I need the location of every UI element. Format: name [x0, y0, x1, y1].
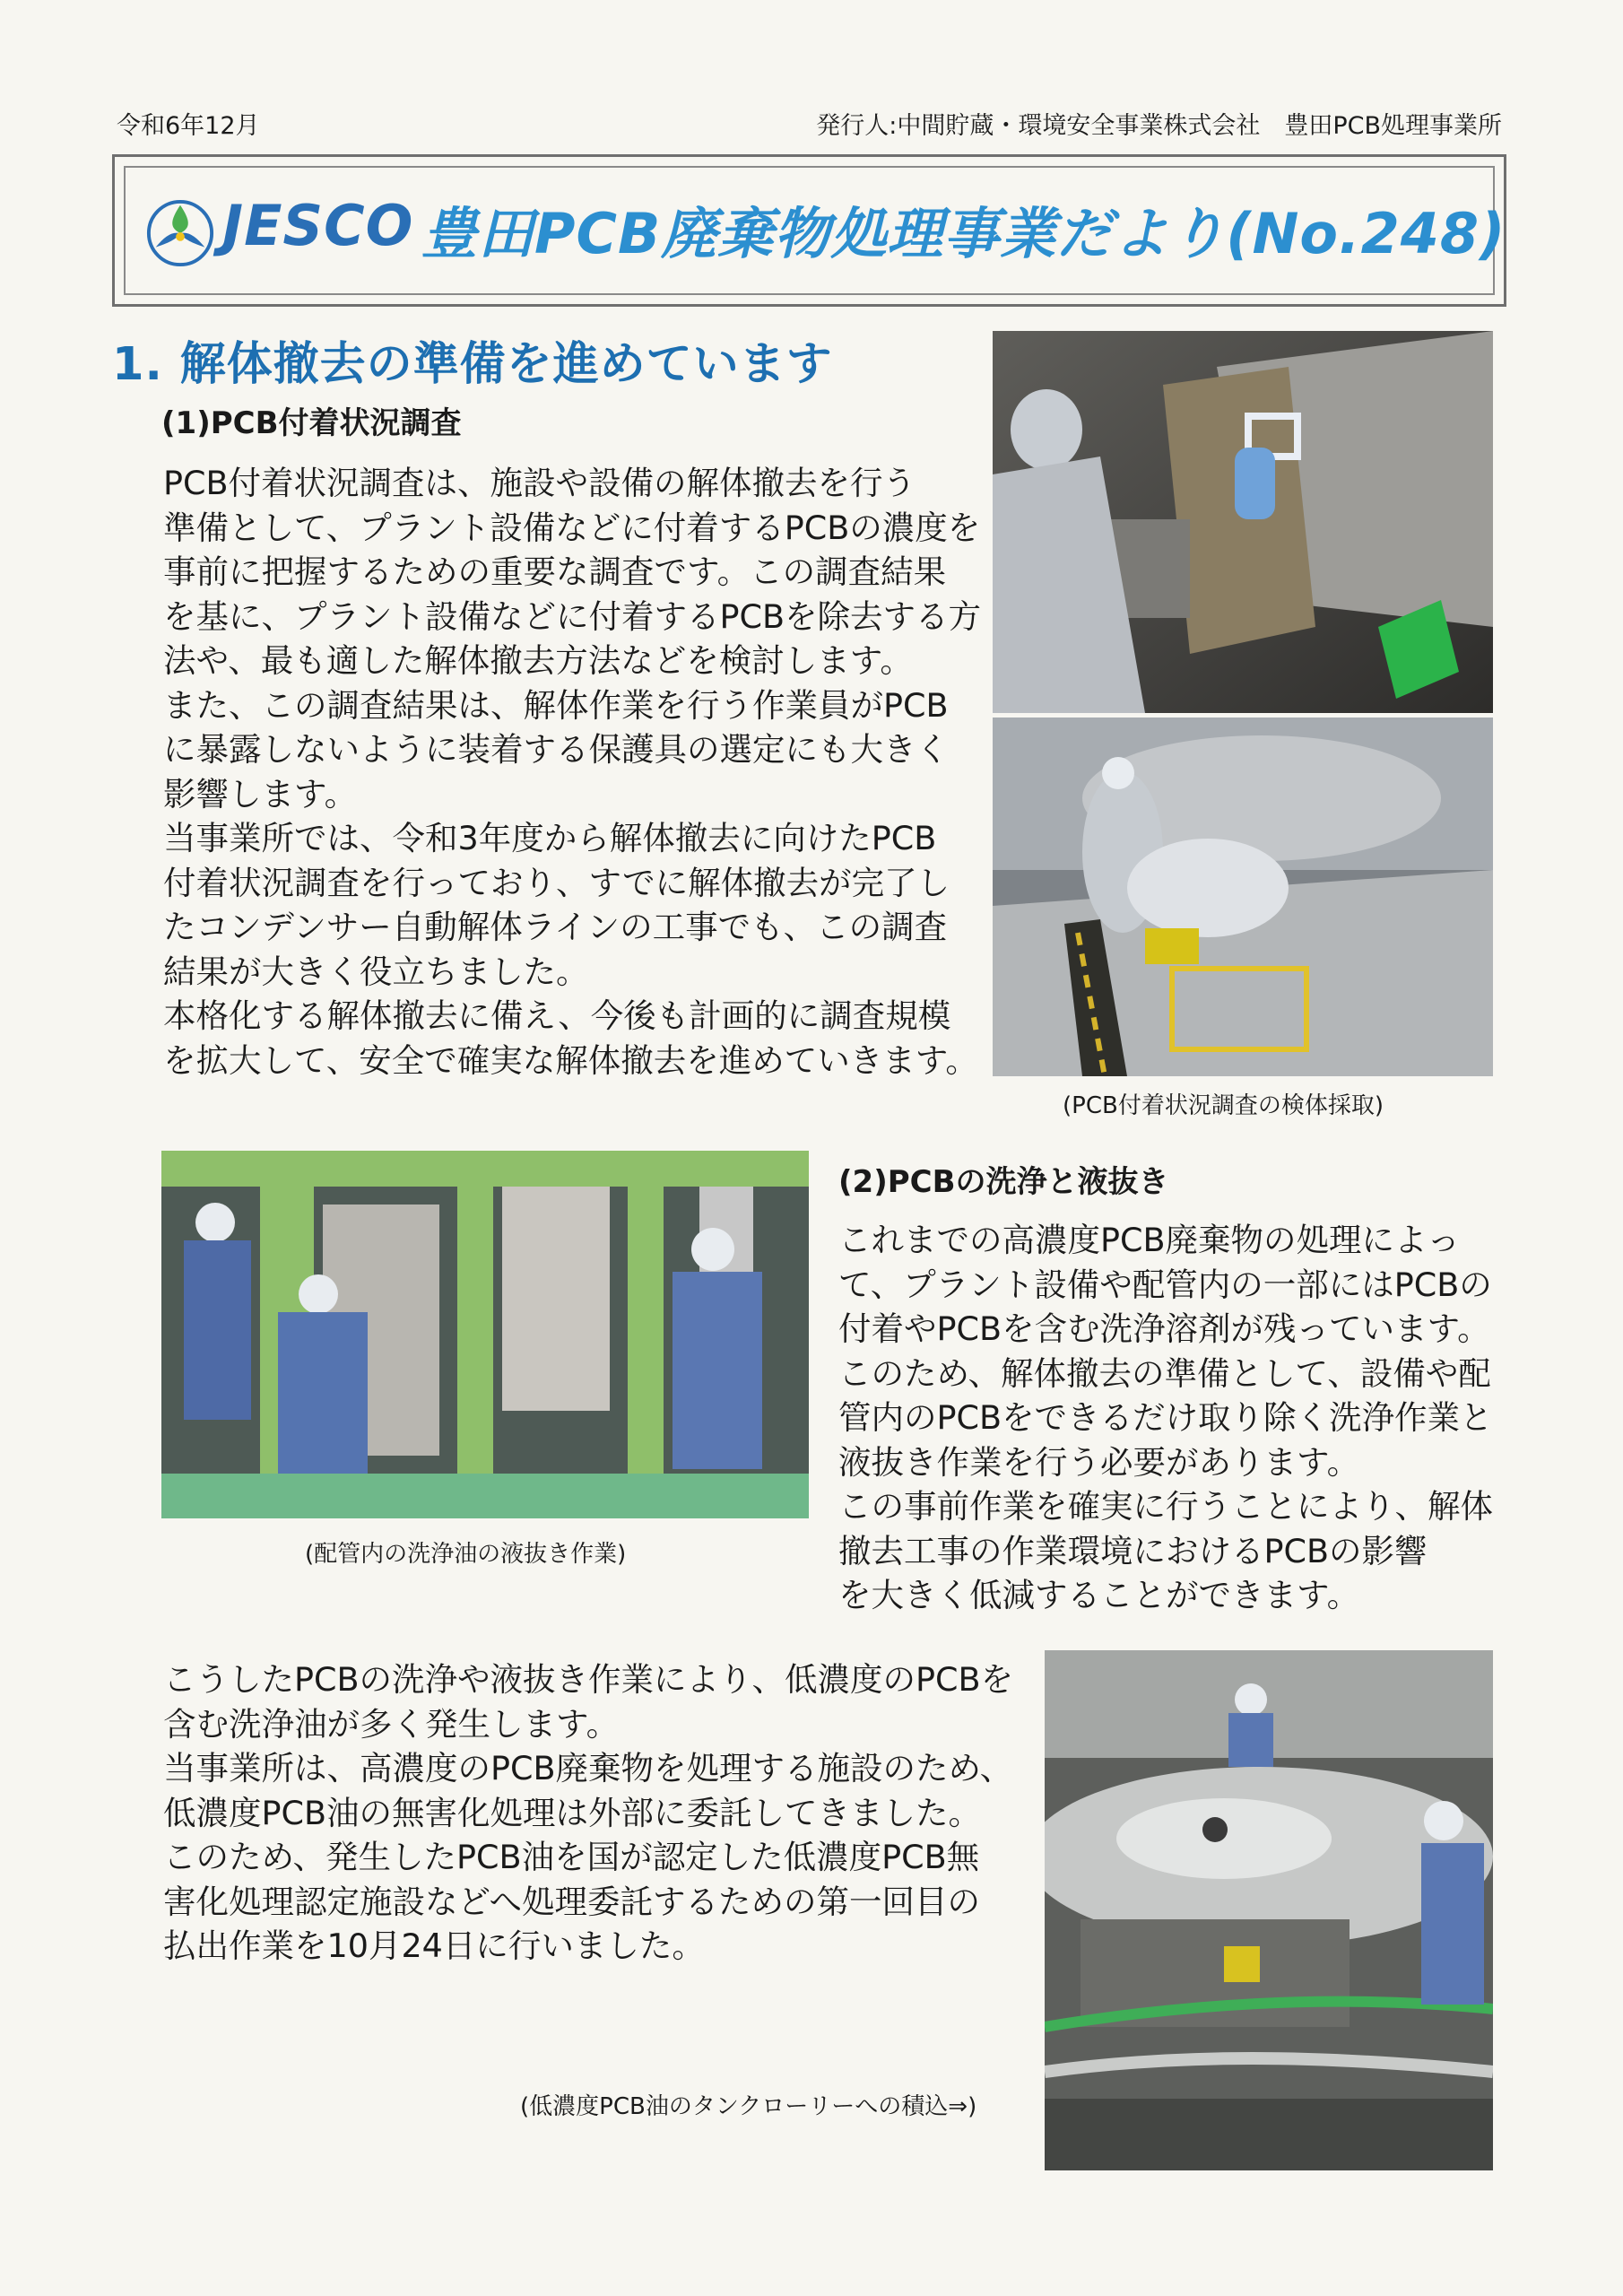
- text-line: このため、発生したPCB油を国が認定した低濃度PCB無: [163, 1838, 980, 1876]
- text-line: このため、解体撤去の準備として、設備や配: [838, 1353, 1491, 1393]
- text-line: 本格化する解体撤去に備え、今後も計画的に調査規模: [163, 996, 951, 1035]
- text-line: 付着やPCBを含む洗浄溶剤が残っています。: [838, 1309, 1490, 1348]
- text-line: に暴露しないように装着する保護具の選定にも大きく: [163, 730, 949, 769]
- text-line: また、この調査結果は、解体作業を行う作業員がPCB: [163, 685, 949, 725]
- text-line: 法や、最も適した解体撤去方法などを検討します。: [163, 641, 913, 680]
- text-line: 撤去工事の作業環境におけるPCBの影響: [838, 1531, 1428, 1570]
- text-line: を拡大して、安全で確実な解体撤去を進めていきます。: [163, 1040, 978, 1080]
- section-heading: 1. 解体撤去の準備を進めています: [112, 338, 833, 391]
- text-line: こうしたPCBの洗浄や液抜き作業により、低濃度のPCBを: [163, 1660, 1014, 1699]
- issue-date: 令和6年12月: [117, 112, 260, 140]
- caption-pcb-sampling: (PCB付着状況調査の検体採取): [1063, 1092, 1384, 1119]
- text-line: を大きく低減することができます。: [838, 1576, 1360, 1614]
- text-line: 当事業所は、高濃度のPCB廃棄物を処理する施設のため、: [163, 1749, 1013, 1787]
- photo-sampling-duct: [993, 331, 1493, 713]
- jesco-logo-text: JESCO: [222, 193, 414, 258]
- text-line: 液抜き作業を行う必要があります。: [838, 1442, 1360, 1482]
- text-line: 事前に把握するための重要な調査です。この調査結果: [163, 552, 947, 591]
- photo-pipe-draining: [161, 1151, 809, 1518]
- text-line: この事前作業を確実に行うことにより、解体: [838, 1487, 1493, 1526]
- photo-tank-lorry: [1045, 1650, 1493, 2170]
- caption-tank-lorry: (低濃度PCB油のタンクローリーへの積込⇒): [520, 2093, 977, 2120]
- text-line: PCB付着状況調査は、施設や設備の解体撤去を行う: [163, 464, 916, 502]
- newsletter-title: 豊田PCB廃棄物処理事業だより(No.248): [421, 201, 1506, 266]
- jesco-logo-icon: [145, 198, 215, 268]
- text-line: 準備として、プラント設備などに付着するPCBの濃度を: [163, 508, 981, 547]
- survey-paragraph: [163, 461, 981, 1083]
- cleaning-paragraph: [838, 1218, 1493, 1618]
- banner-inner-frame: [124, 166, 1506, 295]
- subsection-heading-cleaning: (2)PCBの洗浄と液抜き: [838, 1164, 1169, 1200]
- tank-lorry-paragraph: [163, 1657, 1013, 1969]
- text-line: 害化処理認定施設などへ処理委託するための第一回目の: [163, 1882, 981, 1921]
- text-line: 低濃度PCB油の無害化処理は外部に委託してきました。: [163, 1793, 982, 1832]
- text-line: 払出作業を10月24日に行いました。: [163, 1926, 705, 1965]
- text-line: 当事業所では、令和3年度から解体撤去に向けたPCB: [163, 819, 937, 857]
- newsletter-banner: [112, 154, 1506, 307]
- text-line: たコンデンサー自動解体ラインの工事でも、この調査: [163, 908, 948, 946]
- text-line: を基に、プラント設備などに付着するPCBを除去する方: [163, 596, 982, 636]
- text-line: これまでの高濃度PCB廃棄物の処理によっ: [838, 1221, 1461, 1259]
- text-line: 影響します。: [163, 774, 358, 813]
- photo-sampling-floor: [993, 718, 1493, 1076]
- text-line: 結果が大きく役立ちました。: [163, 952, 589, 991]
- publisher: 発行人:中間貯蔵・環境安全事業株式会社 豊田PCB処理事業所: [816, 112, 1502, 140]
- caption-pipe-draining: (配管内の洗浄油の液抜き作業): [305, 1541, 627, 1568]
- text-line: 含む洗浄油が多く発生します。: [163, 1704, 620, 1744]
- text-line: 付着状況調査を行っており、すでに解体撤去が完了し: [163, 863, 950, 902]
- text-line: て、プラント設備や配管内の一部にはPCBの: [838, 1265, 1492, 1304]
- text-line: 管内のPCBをできるだけ取り除く洗浄作業と: [838, 1398, 1493, 1437]
- subsection-heading-pcb-survey: (1)PCB付着状況調査: [161, 405, 462, 441]
